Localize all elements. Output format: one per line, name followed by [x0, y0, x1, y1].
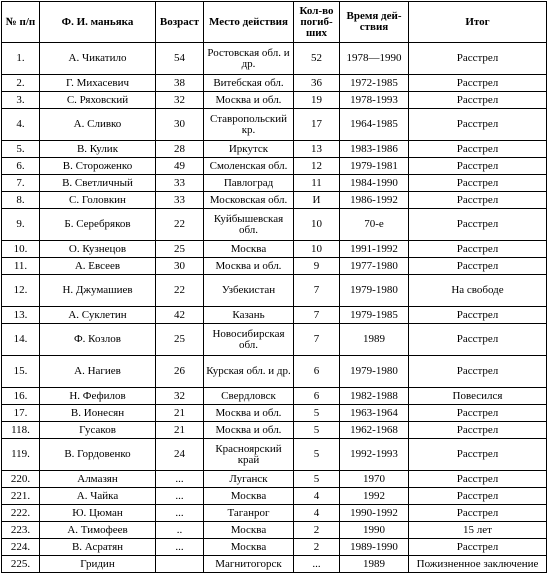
cell-location: Куйбышевская обл. — [204, 209, 294, 241]
cell-victims: 13 — [294, 141, 340, 158]
cell-number: 11. — [2, 258, 40, 275]
cell-number: 220. — [2, 471, 40, 488]
cell-age: 33 — [156, 175, 204, 192]
cell-victims: 12 — [294, 158, 340, 175]
cell-name: А. Сливко — [40, 109, 156, 141]
cell-age: 32 — [156, 92, 204, 109]
cell-period: 1982-1988 — [340, 388, 409, 405]
cell-location: Москва — [204, 539, 294, 556]
cell-period: 1978—1990 — [340, 43, 409, 75]
cell-number: 224. — [2, 539, 40, 556]
cell-period: 1989-1990 — [340, 539, 409, 556]
cell-name: А. Евсеев — [40, 258, 156, 275]
cell-period: 1992-1993 — [340, 439, 409, 471]
cell-victims: 19 — [294, 92, 340, 109]
cell-name: Гусаков — [40, 422, 156, 439]
cell-victims: 11 — [294, 175, 340, 192]
cell-location: Москва и обл. — [204, 422, 294, 439]
cell-period: 1986-1992 — [340, 192, 409, 209]
cell-location: Таганрог — [204, 505, 294, 522]
cell-age: 42 — [156, 307, 204, 324]
table-row — [2, 75, 547, 92]
cell-victims: 6 — [294, 388, 340, 405]
cell-period: 1989 — [340, 324, 409, 356]
table-row — [2, 422, 547, 439]
cell-victims: 5 — [294, 439, 340, 471]
cell-victims: 52 — [294, 43, 340, 75]
header-name: Ф. И. маньяка — [40, 2, 156, 43]
cell-name: Ю. Цюман — [40, 505, 156, 522]
cell-name: А. Тимофеев — [40, 522, 156, 539]
cell-age: 30 — [156, 109, 204, 141]
header-location: Место действия — [204, 2, 294, 43]
cell-number: 2. — [2, 75, 40, 92]
cell-number: 10. — [2, 241, 40, 258]
table-row — [2, 109, 547, 141]
cell-age: 32 — [156, 388, 204, 405]
table-row — [2, 307, 547, 324]
cell-outcome: Расстрел — [409, 439, 547, 471]
table-row — [2, 488, 547, 505]
cell-name: А. Чикатило — [40, 43, 156, 75]
cell-location: Москва и обл. — [204, 405, 294, 422]
cell-location: Новосибирская обл. — [204, 324, 294, 356]
cell-victims: 4 — [294, 488, 340, 505]
cell-outcome: Расстрел — [409, 92, 547, 109]
cell-victims: 17 — [294, 109, 340, 141]
header-outcome: Итог — [409, 2, 547, 43]
cell-age: ... — [156, 471, 204, 488]
cell-location: Москва — [204, 488, 294, 505]
cell-outcome: Расстрел — [409, 505, 547, 522]
cell-age: 22 — [156, 209, 204, 241]
table-row — [2, 539, 547, 556]
table-container — [1, 1, 547, 573]
cell-location: Москва и обл. — [204, 92, 294, 109]
cell-outcome: Расстрел — [409, 405, 547, 422]
cell-victims: 2 — [294, 539, 340, 556]
cell-age: 21 — [156, 422, 204, 439]
cell-number: 12. — [2, 275, 40, 307]
cell-age: ... — [156, 539, 204, 556]
cell-period: 1983-1986 — [340, 141, 409, 158]
cell-period: 1990 — [340, 522, 409, 539]
cell-outcome: Расстрел — [409, 175, 547, 192]
cell-period: 1963-1964 — [340, 405, 409, 422]
cell-outcome: 15 лет — [409, 522, 547, 539]
cell-victims: 7 — [294, 275, 340, 307]
cell-number: 5. — [2, 141, 40, 158]
cell-age: 24 — [156, 439, 204, 471]
cell-outcome: Повесился — [409, 388, 547, 405]
cell-number: 8. — [2, 192, 40, 209]
cell-name: В. Стороженко — [40, 158, 156, 175]
cell-number: 223. — [2, 522, 40, 539]
cell-outcome: Расстрел — [409, 141, 547, 158]
cell-age: 21 — [156, 405, 204, 422]
table-row — [2, 192, 547, 209]
cell-age: 28 — [156, 141, 204, 158]
cell-number: 119. — [2, 439, 40, 471]
cell-victims: 9 — [294, 258, 340, 275]
table-row — [2, 324, 547, 356]
cell-age: 38 — [156, 75, 204, 92]
cell-age: ... — [156, 488, 204, 505]
cell-victims: И — [294, 192, 340, 209]
cell-victims: ... — [294, 556, 340, 573]
cell-victims: 4 — [294, 505, 340, 522]
cell-period: 1979-1985 — [340, 307, 409, 324]
cell-name: В. Светличный — [40, 175, 156, 192]
cell-outcome: Расстрел — [409, 488, 547, 505]
cell-age: 49 — [156, 158, 204, 175]
cell-number: 118. — [2, 422, 40, 439]
table-row — [2, 505, 547, 522]
cell-name: Н. Фефилов — [40, 388, 156, 405]
cell-location: Ростовская обл. и др. — [204, 43, 294, 75]
cell-age — [156, 556, 204, 573]
header-age: Возраст — [156, 2, 204, 43]
cell-outcome: Расстрел — [409, 109, 547, 141]
header-victims: Кол-во погиб-ших — [294, 2, 340, 43]
table-body — [2, 43, 547, 573]
cell-location: Павлоград — [204, 175, 294, 192]
cell-location: Иркутск — [204, 141, 294, 158]
cell-number: 1. — [2, 43, 40, 75]
cell-number: 15. — [2, 356, 40, 388]
table-row — [2, 275, 547, 307]
cell-name: Г. Михасевич — [40, 75, 156, 92]
cell-number: 17. — [2, 405, 40, 422]
cell-number: 225. — [2, 556, 40, 573]
cell-location: Казань — [204, 307, 294, 324]
cell-period: 1989 — [340, 556, 409, 573]
cell-outcome: Расстрел — [409, 192, 547, 209]
cell-victims: 2 — [294, 522, 340, 539]
table-row — [2, 175, 547, 192]
table-row — [2, 241, 547, 258]
cell-name: А. Нагиев — [40, 356, 156, 388]
cell-location: Ставропольский кр. — [204, 109, 294, 141]
cell-outcome: Расстрел — [409, 43, 547, 75]
cell-victims: 6 — [294, 356, 340, 388]
cell-location: Москва — [204, 522, 294, 539]
cell-victims: 5 — [294, 405, 340, 422]
cell-location: Магнитогорск — [204, 556, 294, 573]
cell-outcome: Расстрел — [409, 75, 547, 92]
table-row — [2, 258, 547, 275]
table-row — [2, 43, 547, 75]
cell-period: 1990-1992 — [340, 505, 409, 522]
cell-name: Б. Серебряков — [40, 209, 156, 241]
cell-age: 22 — [156, 275, 204, 307]
cell-period: 1991-1992 — [340, 241, 409, 258]
table-row — [2, 158, 547, 175]
cell-location: Москва — [204, 241, 294, 258]
cell-victims: 5 — [294, 422, 340, 439]
cell-age: 54 — [156, 43, 204, 75]
cell-period: 1977-1980 — [340, 258, 409, 275]
cell-name: А. Суклетин — [40, 307, 156, 324]
cell-number: 3. — [2, 92, 40, 109]
cell-period: 1984-1990 — [340, 175, 409, 192]
maniacs-table — [1, 1, 547, 573]
cell-outcome: Расстрел — [409, 209, 547, 241]
table-row — [2, 141, 547, 158]
cell-location: Луганск — [204, 471, 294, 488]
table-row — [2, 439, 547, 471]
cell-outcome: Расстрел — [409, 307, 547, 324]
cell-victims: 10 — [294, 209, 340, 241]
cell-period: 1972-1985 — [340, 75, 409, 92]
cell-outcome: Расстрел — [409, 258, 547, 275]
cell-name: В. Кулик — [40, 141, 156, 158]
cell-name: Алмазян — [40, 471, 156, 488]
cell-number: 13. — [2, 307, 40, 324]
cell-location: Московская обл. — [204, 192, 294, 209]
cell-period: 70-е — [340, 209, 409, 241]
cell-victims: 7 — [294, 307, 340, 324]
cell-name: В. Асратян — [40, 539, 156, 556]
cell-outcome: Пожизненное заключение — [409, 556, 547, 573]
cell-age: .. — [156, 522, 204, 539]
table-row — [2, 556, 547, 573]
cell-age: 26 — [156, 356, 204, 388]
cell-age: ... — [156, 505, 204, 522]
cell-location: Красноярский край — [204, 439, 294, 471]
cell-outcome: Расстрел — [409, 422, 547, 439]
cell-name: В. Гордовенко — [40, 439, 156, 471]
cell-period: 1962-1968 — [340, 422, 409, 439]
header-row — [2, 2, 547, 43]
cell-location: Свердловск — [204, 388, 294, 405]
cell-period: 1979-1980 — [340, 356, 409, 388]
cell-outcome: Расстрел — [409, 471, 547, 488]
cell-number: 221. — [2, 488, 40, 505]
cell-age: 30 — [156, 258, 204, 275]
table-row — [2, 388, 547, 405]
cell-period: 1992 — [340, 488, 409, 505]
header-period: Время дей-ствия — [340, 2, 409, 43]
cell-name: О. Кузнецов — [40, 241, 156, 258]
cell-outcome: Расстрел — [409, 539, 547, 556]
cell-age: 25 — [156, 324, 204, 356]
cell-location: Узбекистан — [204, 275, 294, 307]
cell-name: Гридин — [40, 556, 156, 573]
cell-period: 1964-1985 — [340, 109, 409, 141]
cell-outcome: Расстрел — [409, 241, 547, 258]
cell-victims: 36 — [294, 75, 340, 92]
header-number: № п/п — [2, 2, 40, 43]
cell-name: С. Головкин — [40, 192, 156, 209]
cell-location: Москва и обл. — [204, 258, 294, 275]
table-row — [2, 522, 547, 539]
cell-period: 1978-1993 — [340, 92, 409, 109]
cell-name: С. Ряховский — [40, 92, 156, 109]
cell-name: В. Ионесян — [40, 405, 156, 422]
cell-location: Смоленская обл. — [204, 158, 294, 175]
cell-location: Курская обл. и др. — [204, 356, 294, 388]
cell-victims: 10 — [294, 241, 340, 258]
cell-number: 16. — [2, 388, 40, 405]
cell-number: 14. — [2, 324, 40, 356]
cell-period: 1979-1981 — [340, 158, 409, 175]
cell-name: А. Чайка — [40, 488, 156, 505]
table-row — [2, 209, 547, 241]
cell-period: 1970 — [340, 471, 409, 488]
table-row — [2, 92, 547, 109]
cell-number: 4. — [2, 109, 40, 141]
cell-name: Ф. Козлов — [40, 324, 156, 356]
cell-outcome: Расстрел — [409, 356, 547, 388]
table-row — [2, 405, 547, 422]
table-row — [2, 356, 547, 388]
cell-period: 1979-1980 — [340, 275, 409, 307]
cell-number: 222. — [2, 505, 40, 522]
cell-number: 6. — [2, 158, 40, 175]
cell-number: 7. — [2, 175, 40, 192]
table-row — [2, 471, 547, 488]
cell-age: 33 — [156, 192, 204, 209]
cell-location: Витебская обл. — [204, 75, 294, 92]
cell-outcome: Расстрел — [409, 158, 547, 175]
cell-outcome: Расстрел — [409, 324, 547, 356]
cell-name: Н. Джумашиев — [40, 275, 156, 307]
cell-age: 25 — [156, 241, 204, 258]
cell-victims: 5 — [294, 471, 340, 488]
cell-outcome: На свободе — [409, 275, 547, 307]
cell-number: 9. — [2, 209, 40, 241]
cell-victims: 7 — [294, 324, 340, 356]
